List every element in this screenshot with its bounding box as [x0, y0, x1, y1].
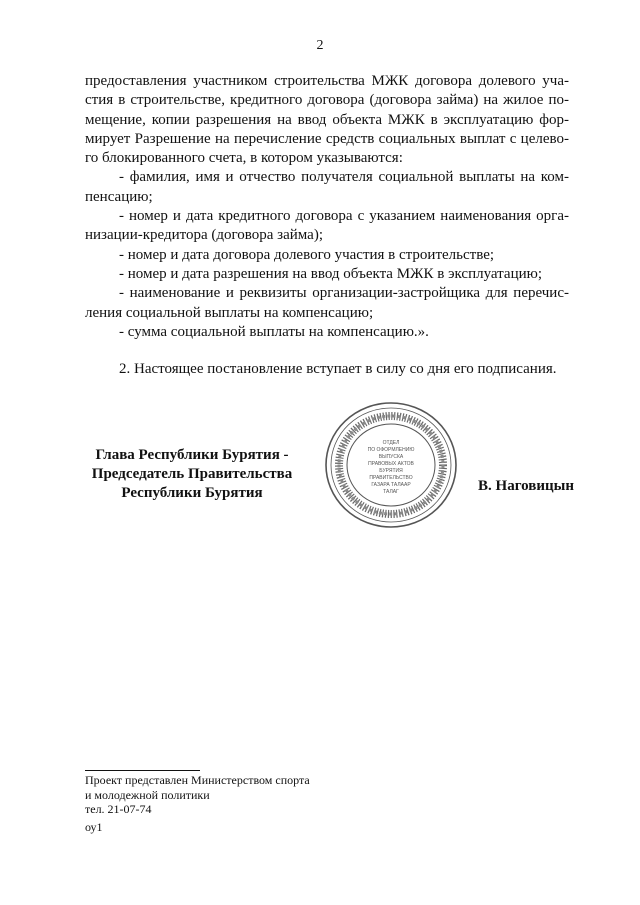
signatory-name: В. Наговицын — [478, 478, 574, 494]
list-item: - фамилия, имя и отчество получателя социальной выплаты на компенсацию; — [85, 169, 569, 205]
stamp-text-line: ГАЗАРА ТАЛААР — [371, 482, 411, 488]
footnote-line: и молодежной политики — [85, 787, 210, 802]
intro-paragraph: предоставления участником строительства МЖК договора долевого участия в строительстве, кредитного договора (договора займа) на жилое помещение, копии разрешения на ввод объекта МЖК в эксплуатацию формирует Разрешение на перечисление средств социальных выплат с целевого блокированного счета, в котором указываются: — [85, 73, 569, 167]
signatory-title — [62, 446, 322, 503]
stamp-text-line: ВЫПУСКА — [378, 454, 404, 460]
signatory-title-line: Республики Бурятия — [121, 485, 263, 501]
footnote-line: Проект представлен Министерством спорта — [85, 773, 310, 787]
stamp-text-line: ОТДЕЛ — [382, 440, 400, 446]
list-item: - наименование и реквизиты организации-застройщика для перечисления социальной выплаты на компенсацию; — [85, 285, 569, 321]
signatory-title-line: Глава Республики Бурятия - — [95, 447, 289, 463]
official-seal-stamp — [322, 398, 460, 532]
stamp-text-line: ПО ОФОРМЛЕНИЮ — [367, 447, 415, 453]
page-number: 2 — [316, 38, 324, 53]
stamp-text-line: ПРАВОВЫХ АКТОВ — [368, 461, 414, 467]
clause-2-paragraph: 2. Настоящее постановление вступает в силу со дня его подписания. — [119, 361, 557, 378]
stamp-text-line: ТАЛАГ — [383, 489, 399, 495]
list-item: - номер и дата разрешения на ввод объекта МЖК в эксплуатацию; — [119, 265, 543, 282]
document-code: оу1 — [85, 820, 103, 834]
footnote-divider — [85, 770, 200, 771]
list-item: - сумма социальной выплаты на компенсацию.». — [119, 323, 429, 340]
stamp-text-line: БУРЯТИЯ — [379, 468, 403, 474]
footnote-line: тел. 21-07-74 — [85, 802, 152, 816]
list-item: - номер и дата кредитного договора с указанием наименования организации-кредитора (договора займа); — [85, 208, 569, 244]
footnote — [85, 773, 385, 817]
list-item: - номер и дата договора долевого участия в строительстве; — [119, 246, 495, 263]
stamp-text-line: ПРАВИТЕЛЬСТВО — [369, 475, 413, 481]
document-body — [85, 72, 569, 379]
signatory-title-line: Председатель Правительства — [91, 466, 293, 482]
